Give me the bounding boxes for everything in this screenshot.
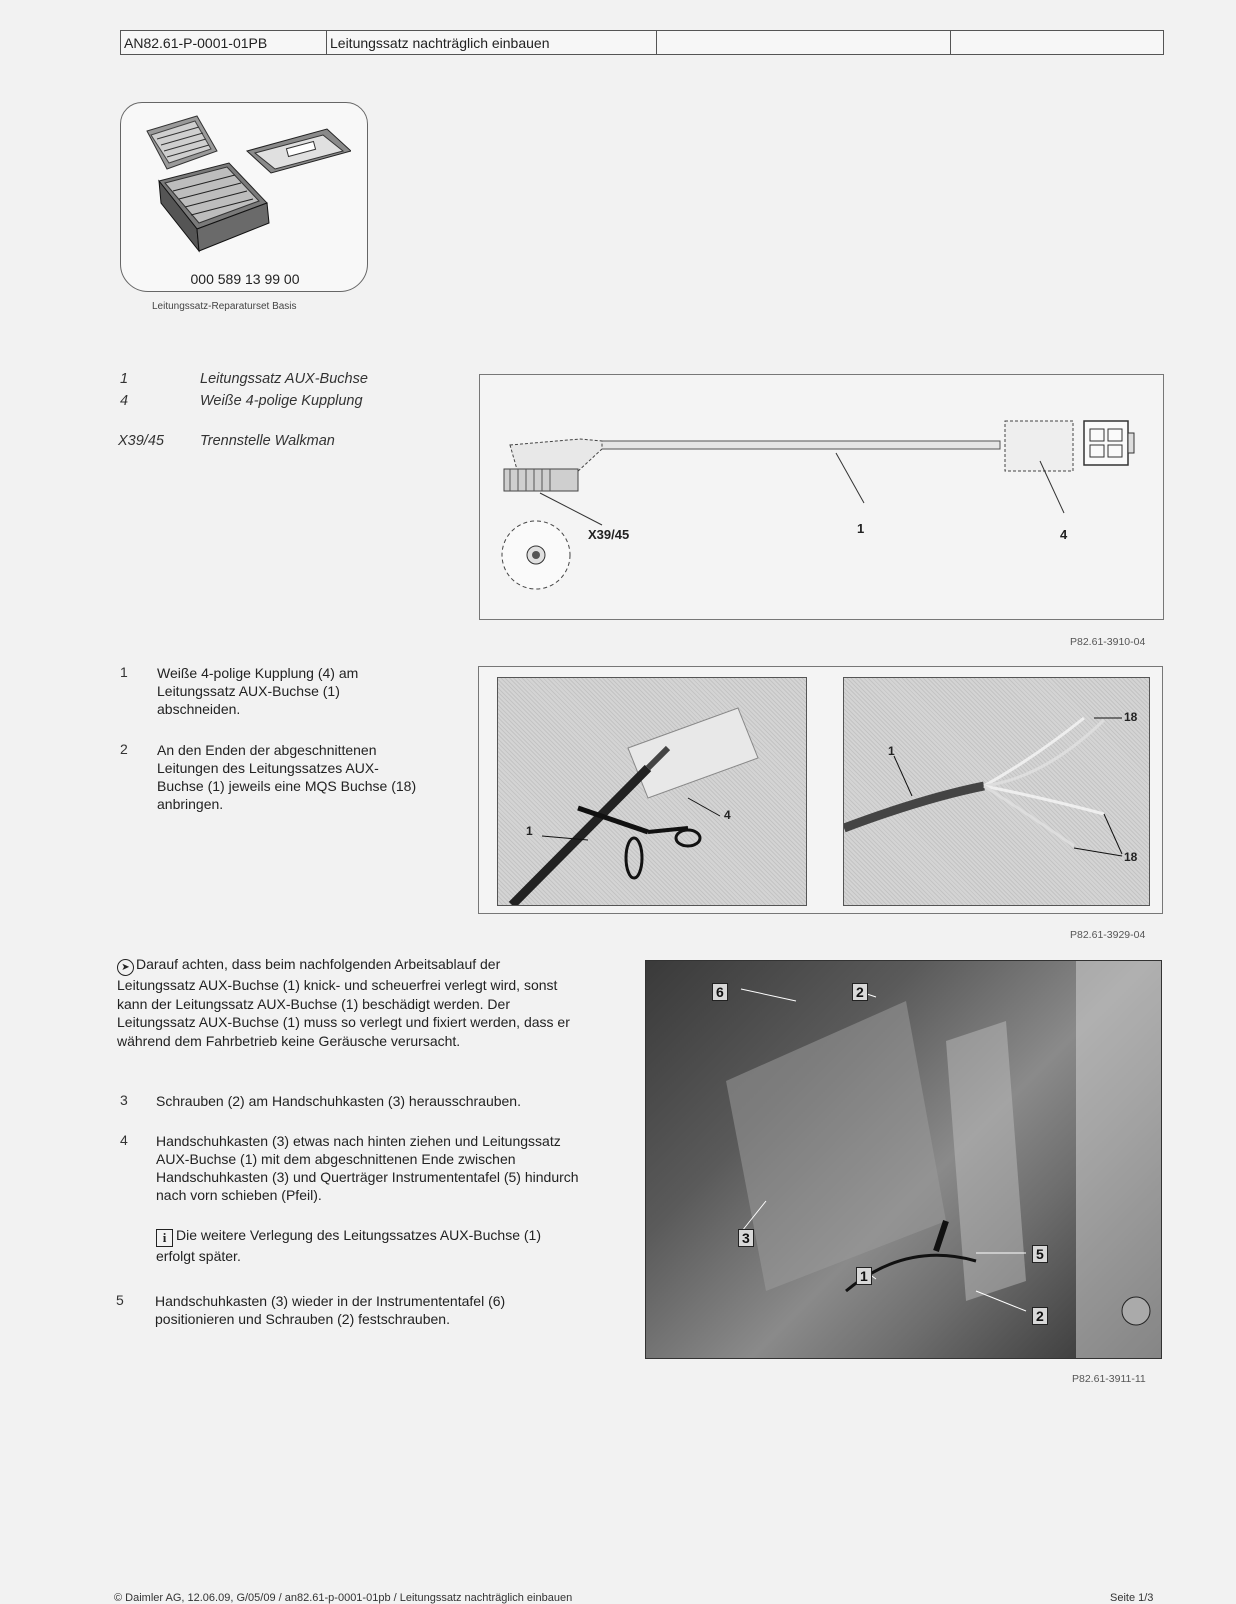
header-cell-4 — [951, 31, 1163, 54]
label-3: 3 — [738, 1229, 754, 1247]
step-number: 4 — [120, 1132, 128, 1148]
footer-page: Seite 1/3 — [1110, 1592, 1154, 1604]
label-4: 4 — [724, 808, 731, 822]
step-number: 2 — [120, 741, 128, 757]
label-1: 1 — [856, 1267, 872, 1285]
figure1-ref: P82.61-3910-04 — [1070, 636, 1146, 648]
figure3-ref: P82.61-3911-11 — [1072, 1373, 1146, 1385]
toolbox-illustration — [137, 111, 351, 261]
photo-cut-coupling — [497, 677, 807, 906]
figure-harness-drawing — [479, 374, 1164, 620]
legend-key-4: 4 — [120, 393, 129, 409]
label-2: 2 — [1032, 1307, 1048, 1325]
photo-mqs-sockets — [843, 677, 1150, 906]
legend-text-1: Leitungssatz AUX-Buchse — [200, 371, 368, 387]
legend-text-4: Weiße 4-polige Kupplung — [200, 393, 363, 409]
step-number: 1 — [120, 664, 128, 680]
circled-arrow-icon: ➤ — [117, 959, 134, 976]
label-18: 18 — [1124, 710, 1138, 724]
repair-kit-card — [120, 102, 368, 292]
step-number: 3 — [120, 1092, 128, 1108]
warning-text: Darauf achten, dass beim nachfolgenden Arbeitsablauf der Leitungssatz AUX-Buchse (1) knick- und scheuerfrei verlegt wird, sonst kann der Leitungssatz AUX-Buchse (1) beschädigt werden. Der Leitungssatz AUX-Buchse (1) muss so verlegt und fixiert werden, dass er während dem Fahrbetrieb keine Geräusche verursacht. — [117, 956, 570, 1049]
harness-diagram — [480, 375, 1165, 621]
info-note — [156, 1226, 576, 1266]
header-table — [120, 30, 1164, 55]
step-text: Schrauben (2) am Handschuhkasten (3) herausschrauben. — [156, 1093, 521, 1109]
kit-number: 000 589 13 99 00 — [190, 271, 300, 287]
label-x39-45: X39/45 — [588, 527, 630, 542]
legend-key-x39: X39/45 — [118, 433, 164, 449]
kit-caption: Leitungssatz-Reparaturset Basis — [152, 301, 297, 312]
doc-id: AN82.61-P-0001-01PB — [121, 31, 327, 54]
label-1: 1 — [888, 744, 895, 758]
info-i-icon: i — [156, 1229, 173, 1247]
step-text: Weiße 4-polige Kupplung (4) am Leitungssatz AUX-Buchse (1) abschneiden. — [157, 665, 359, 717]
figure-cut-and-crimp — [478, 666, 1163, 914]
label-5: 5 — [1032, 1245, 1048, 1263]
label-6: 6 — [712, 983, 728, 1001]
step-text: Handschuhkasten (3) wieder in der Instrumententafel (6) positionieren und Schrauben (2) festschrauben. — [155, 1293, 506, 1327]
glovebox-illustration — [646, 961, 1161, 1358]
warning-note — [117, 955, 577, 1050]
photo-glovebox — [645, 960, 1162, 1359]
step-text: An den Enden der abgeschnittenen Leitungen des Leitungssatzes AUX-Buchse (1) jeweils eine MQS Buchse (18) anbringen. — [157, 742, 417, 812]
doc-title: Leitungssatz nachträglich einbauen — [327, 31, 657, 54]
label-4: 4 — [1060, 527, 1068, 542]
wires-illustration — [844, 678, 1149, 905]
step-number: 5 — [116, 1292, 124, 1308]
scissors-illustration — [498, 678, 806, 905]
header-cell-3 — [657, 31, 951, 54]
label-2: 2 — [852, 983, 868, 1001]
label-1: 1 — [526, 824, 533, 838]
step-text: Handschuhkasten (3) etwas nach hinten ziehen und Leitungssatz AUX-Buchse (1) mit dem abgeschnittenen Ende zwischen Handschuhkasten (3) und Querträger Instrumententafel (5) hindurch nach vorn schieben (Pfeil). — [156, 1133, 579, 1203]
label-1: 1 — [857, 521, 865, 536]
figure2-ref: P82.61-3929-04 — [1070, 929, 1146, 941]
label-18: 18 — [1124, 850, 1138, 864]
legend-text-x39: Trennstelle Walkman — [200, 433, 335, 449]
info-text: Die weitere Verlegung des Leitungssatzes AUX-Buchse (1) erfolgt später. — [156, 1227, 541, 1264]
legend-key-1: 1 — [120, 371, 129, 387]
footer-left: © Daimler AG, 12.06.09, G/05/09 / an82.61-p-0001-01pb / Leitungssatz nachträglich einbauen — [114, 1592, 573, 1604]
